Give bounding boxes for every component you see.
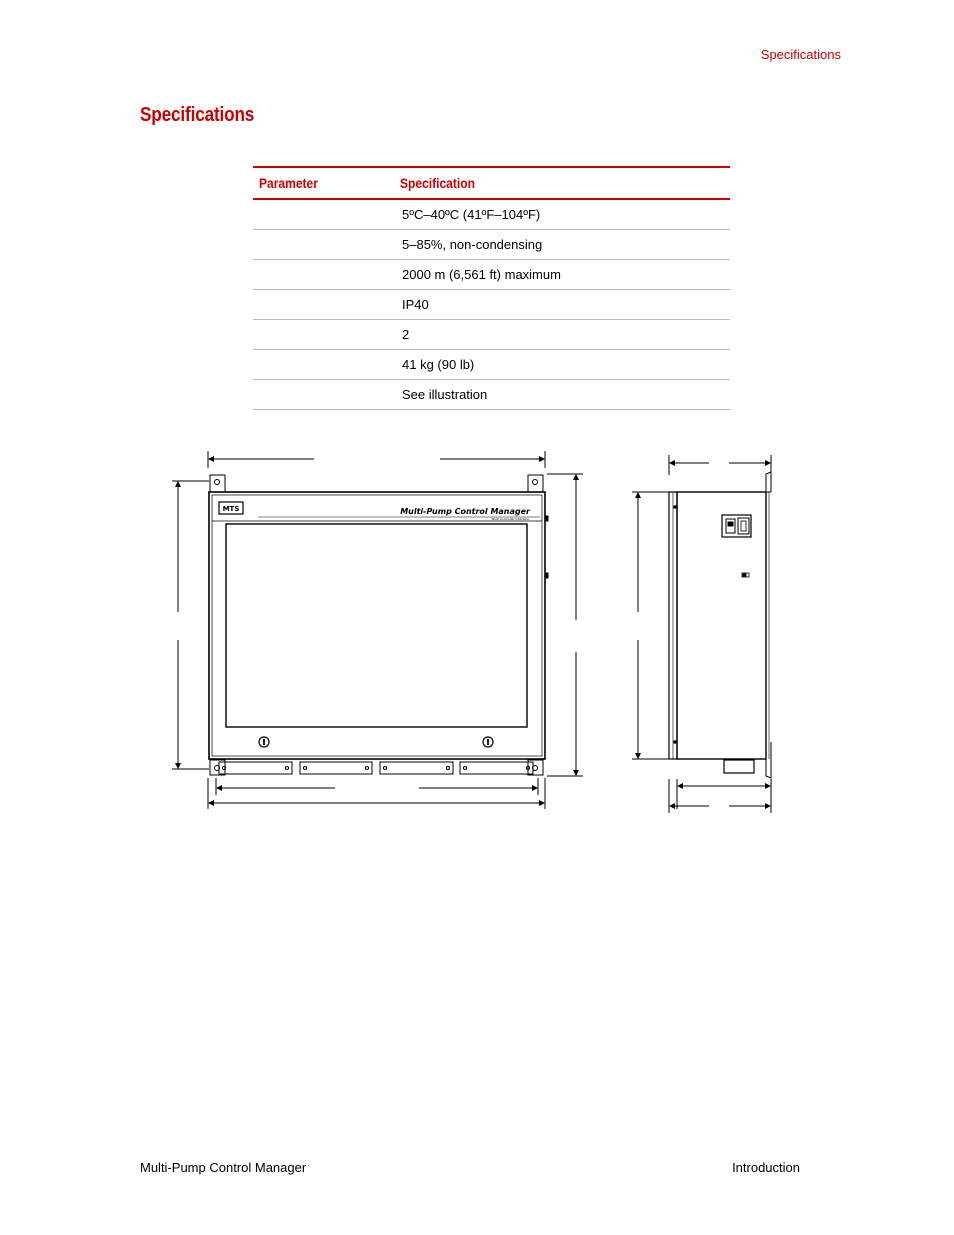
side-view (632, 455, 771, 813)
gland-plate (460, 762, 533, 774)
specification-cell: 5ºC–40ºC (41ºF–104ºF) (400, 199, 730, 230)
specification-cell: 41 kg (90 lb) (400, 350, 730, 380)
mount-tab-top-right (528, 475, 543, 492)
column-header-parameter: Parameter (253, 167, 400, 199)
enclosure-front (209, 492, 545, 759)
footer-document-title: Multi-Pump Control Manager (140, 1160, 307, 1175)
display-window (226, 524, 527, 727)
side-depth-dimensions-bottom (669, 779, 771, 813)
right-height-dimension (547, 474, 583, 776)
bottom-width-dimensions (208, 778, 545, 809)
running-header: Specifications (760, 47, 841, 62)
door-latch-right (483, 737, 493, 747)
side-depth-dimension-top (669, 455, 771, 475)
door-latch-left (259, 737, 269, 747)
front-view (172, 451, 583, 809)
specification-cell: IP40 (400, 290, 730, 320)
gland-plate (300, 762, 372, 774)
logo-text: MTS (222, 505, 240, 513)
bottom-foot (724, 760, 754, 773)
left-height-dimension (172, 481, 209, 769)
gland-plate (380, 762, 453, 774)
page-title: Specifications (140, 104, 255, 126)
mount-tab-top-left (210, 475, 225, 492)
specification-cell: 2000 m (6,561 ft) maximum (400, 260, 730, 290)
top-width-dimension (208, 451, 545, 468)
specification-cell: 5–85%, non-condensing (400, 230, 730, 260)
product-sublabel: Multi Controller Interface (491, 517, 529, 521)
specification-cell: 2 (400, 320, 730, 350)
specification-cell: See illustration (400, 380, 730, 410)
product-label: Multi-Pump Control Manager (400, 507, 530, 516)
side-height-dimension (632, 492, 669, 759)
footer-chapter-name: Introduction (732, 1160, 800, 1175)
gland-plate (219, 762, 292, 774)
power-entry-module (722, 515, 751, 537)
column-header-specification: Specification (400, 167, 730, 199)
